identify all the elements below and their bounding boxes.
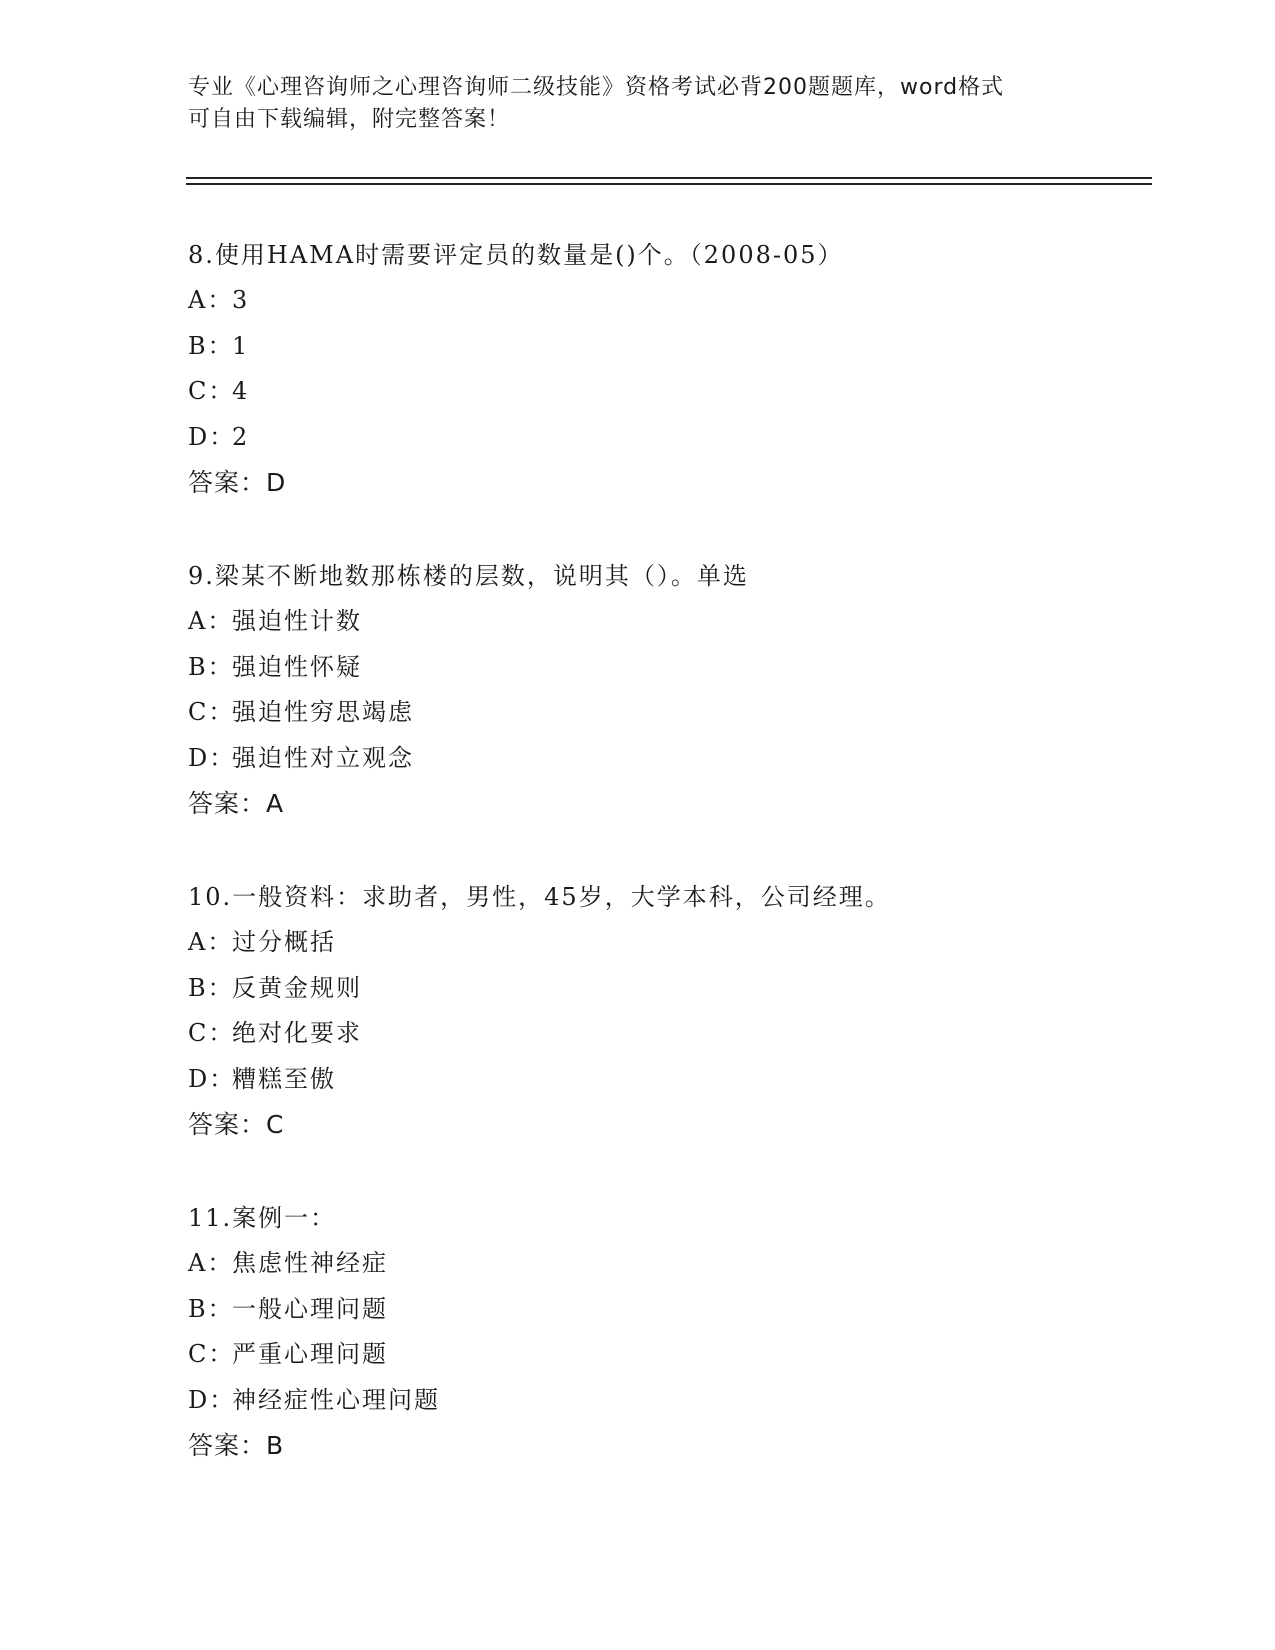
question-block: [188, 1195, 1148, 1469]
option-b: [188, 645, 1148, 691]
option-text: 强迫性穷思竭虑: [232, 698, 414, 726]
option-letter: A：: [188, 928, 234, 956]
option-text: 严重心理问题: [232, 1340, 388, 1368]
option-letter: B：: [188, 973, 234, 1002]
answer-line: 答案：D: [188, 468, 287, 497]
option-letter: B：: [188, 652, 234, 681]
question-block: [188, 232, 1148, 506]
option-text: 过分概括: [232, 928, 336, 956]
option-letter: C：: [188, 1340, 235, 1368]
question-stem: 8.使用HAMA时需要评定员的数量是()个。（2008-05）: [188, 241, 844, 269]
answer-line: 答案：B: [188, 1431, 285, 1460]
option-text: 强迫性怀疑: [232, 652, 362, 681]
option-letter: D：: [188, 1064, 236, 1093]
option-text: 糟糕至傲: [232, 1064, 336, 1093]
option-text: 强迫性计数: [232, 607, 362, 635]
option-text: 1: [232, 331, 250, 360]
option-text: 4: [232, 377, 250, 405]
option-b: [188, 966, 1148, 1012]
option-d: [188, 736, 1148, 782]
question-stem: 11.案例一：: [188, 1204, 337, 1232]
option-d: [188, 415, 1148, 461]
option-text: 神经症性心理问题: [232, 1385, 440, 1414]
option-d: [188, 1378, 1148, 1424]
option-letter: B：: [188, 331, 234, 360]
question-stem: 10.一般资料：求助者，男性，45岁，大学本科，公司经理。: [188, 883, 891, 911]
option-letter: D：: [188, 743, 236, 772]
option-c: [188, 1011, 1148, 1057]
answer-line: 答案：A: [188, 789, 285, 818]
option-c: [188, 369, 1148, 415]
header-divider-top: [186, 177, 1152, 179]
option-c: [188, 690, 1148, 736]
option-d: [188, 1057, 1148, 1103]
document-header: [188, 72, 1088, 136]
question-block: [188, 553, 1148, 827]
option-letter: C：: [188, 377, 235, 405]
option-text: 一般心理问题: [232, 1294, 388, 1323]
option-a: [188, 278, 1148, 324]
option-text: 绝对化要求: [232, 1019, 362, 1047]
option-letter: C：: [188, 1019, 235, 1047]
option-b: [188, 1287, 1148, 1333]
option-text: 焦虑性神经症: [232, 1249, 388, 1277]
option-c: [188, 1332, 1148, 1378]
option-a: [188, 599, 1148, 645]
option-b: [188, 324, 1148, 370]
option-a: [188, 1241, 1148, 1287]
option-letter: A：: [188, 607, 234, 635]
header-line-1: 专业《心理咨询师之心理咨询师二级技能》资格考试必背200题题库，word格式: [188, 75, 1005, 100]
option-text: 反黄金规则: [232, 973, 362, 1002]
option-letter: D：: [188, 1385, 236, 1414]
option-letter: B：: [188, 1294, 234, 1323]
option-text: 2: [232, 422, 250, 451]
option-text: 强迫性对立观念: [232, 743, 414, 772]
option-a: [188, 920, 1148, 966]
option-letter: C：: [188, 698, 235, 726]
question-stem: 9.梁某不断地数那栋楼的层数，说明其（）。单选: [188, 562, 749, 590]
answer-line: 答案：C: [188, 1110, 285, 1139]
header-divider-bottom: [186, 183, 1152, 185]
header-line-2: 可自由下载编辑，附完整答案！: [188, 107, 511, 132]
option-letter: A：: [188, 286, 234, 314]
option-letter: A：: [188, 1249, 234, 1277]
option-text: 3: [232, 286, 250, 314]
question-block: [188, 874, 1148, 1148]
option-letter: D：: [188, 422, 236, 451]
